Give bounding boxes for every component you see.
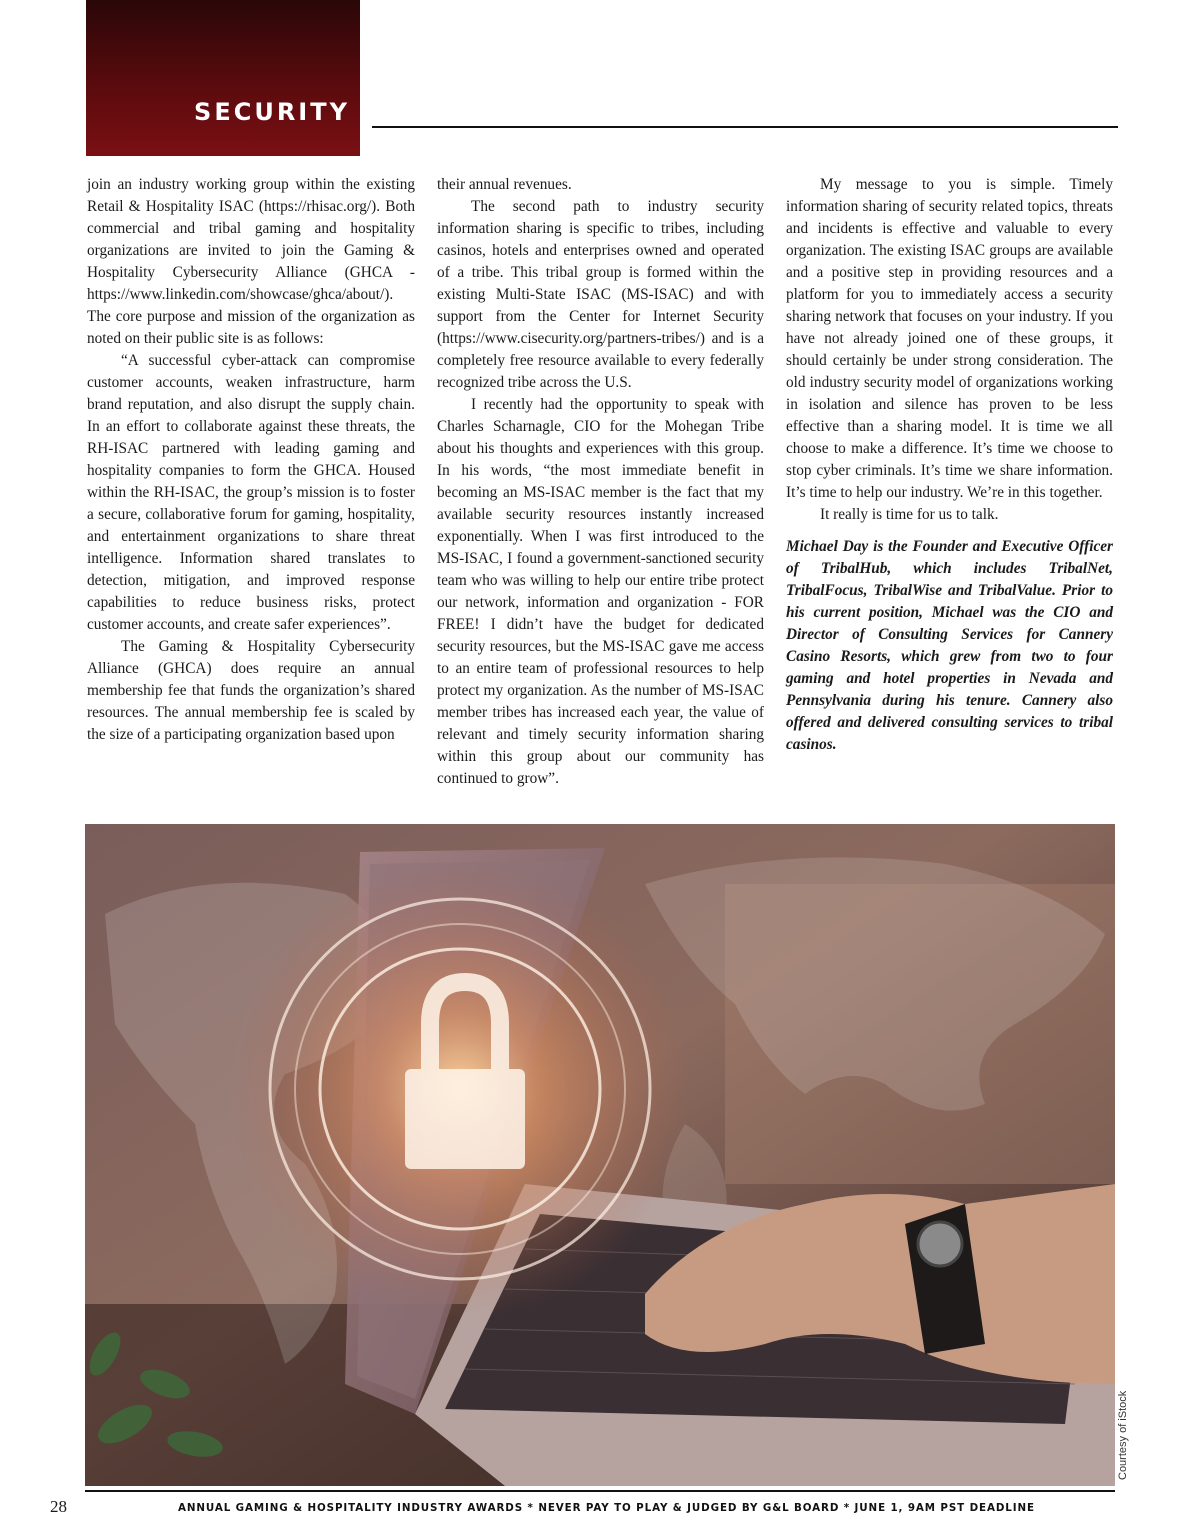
article-column-1 xyxy=(87,174,415,746)
paragraph: their annual revenues. xyxy=(437,176,572,193)
author-bio: Michael Day is the Founder and Executive Officer of TribalHub, which includes TribalNet, TribalFocus, TribalWise and TribalValue. Prior to his current position, Michael was the CIO and Director of Consulting Services for Cannery Casino Resorts, which grew from two to four gaming and hotel properties in Nevada and Pennsylvania during his tenure. Cannery also offered and delivered consulting services to tribal casinos. xyxy=(786,538,1113,753)
section-title: SECURITY xyxy=(194,98,350,126)
paragraph: The second path to industry security information sharing is specific to tribes, including casinos, hotels and enterprises owned and operated of a tribe. This tribal group is formed within the existing Multi-State ISAC (MS-ISAC) and with support from the Center for Internet Security (https://www.cisecurity.org/partners-tribes/) and is a completely free resource available to every federally recognized tribe across the U.S. xyxy=(437,198,764,391)
header-rule xyxy=(372,126,1118,128)
paragraph-closing: It really is time for us to talk. xyxy=(820,506,999,523)
paragraph: My message to you is simple. Timely information sharing of security related topics, threats and incidents is effective and valuable to every organization. The existing ISAC groups are available and a positive step in providing resources and a platform for you to immediately access a security sharing network that focuses on your industry. If you have not already joined one of these groups, it should certainly be under strong consideration. The old industry security model of organizations working in isolation and silence has proven to be less effective than a sharing model. It is time we all choose to make a difference. It’s time we choose to stop cyber criminals. It’s time we share information. It’s time to help our industry. We’re in this together. xyxy=(786,176,1113,501)
paragraph: join an industry working group within the existing Retail & Hospitality ISAC (https://rhisac.org/). Both commercial and tribal gaming and hospitality organizations are invited to join the Gaming & Hospitality Cybersecurity Alliance (GHCA - https://www.linkedin.com/showcase/ghca/about/). The core purpose and mission of the organization as noted on their public site is as follows: xyxy=(87,176,415,347)
cybersecurity-photo xyxy=(85,824,1115,1486)
paragraph-quote: “A successful cyber-attack can compromise customer accounts, weaken infrastructure, harm brand reputation, and also disrupt the supply chain. In an effort to collaborate against these threats, the RH-ISAC partnered with leading gaming and hospitality companies to form the GHCA. Housed within the RH-ISAC, the group’s mission is to foster a secure, collaborative forum for gaming, hospitality, and entertainment organizations to share threat intelligence. Information shared translates to detection, mitigation, and improved response capabilities to reduce business risks, protect customer accounts, and create safer experiences”. xyxy=(87,352,415,633)
paragraph-quote: I recently had the opportunity to speak with Charles Scharnagle, CIO for the Mohegan Tribe about his thoughts and experiences with this group. In his words, “the most immediate benefit in becoming an MS-ISAC member is the fact that my available security resources instantly increased exponentially. When I was first introduced to the MS-ISAC, I found a government-sanctioned security team who was willing to help our entire tribe protect our network, information and organization - FOR FREE! I didn’t have the budget for dedicated security resources, but the MS-ISAC gave me access to an entire team of professional resources to help protect my organization. As the number of MS-ISAC member tribes has increased each year, the value of relevant and timely security information sharing within this group about our community has continued to grow”. xyxy=(437,396,764,787)
footer-banner: ANNUAL GAMING & HOSPITALITY INDUSTRY AWARDS * NEVER PAY TO PLAY & JUDGED BY G&L BOARD * JUNE 1, 9AM PST DEADLINE xyxy=(178,1502,1035,1514)
page-number: 28 xyxy=(50,1497,67,1516)
article-column-3 xyxy=(786,174,1113,756)
paragraph: The Gaming & Hospitality Cybersecurity Alliance (GHCA) does require an annual membership fee that funds the organization’s shared resources. The annual membership fee is scaled by the size of a participating organization based upon xyxy=(87,638,415,743)
section-tab xyxy=(86,0,360,156)
photo-credit xyxy=(1117,1330,1133,1480)
photo-credit-text: Courtesy of iStock xyxy=(1117,1390,1129,1480)
footer-rule xyxy=(85,1490,1115,1492)
article-column-2 xyxy=(437,174,764,790)
